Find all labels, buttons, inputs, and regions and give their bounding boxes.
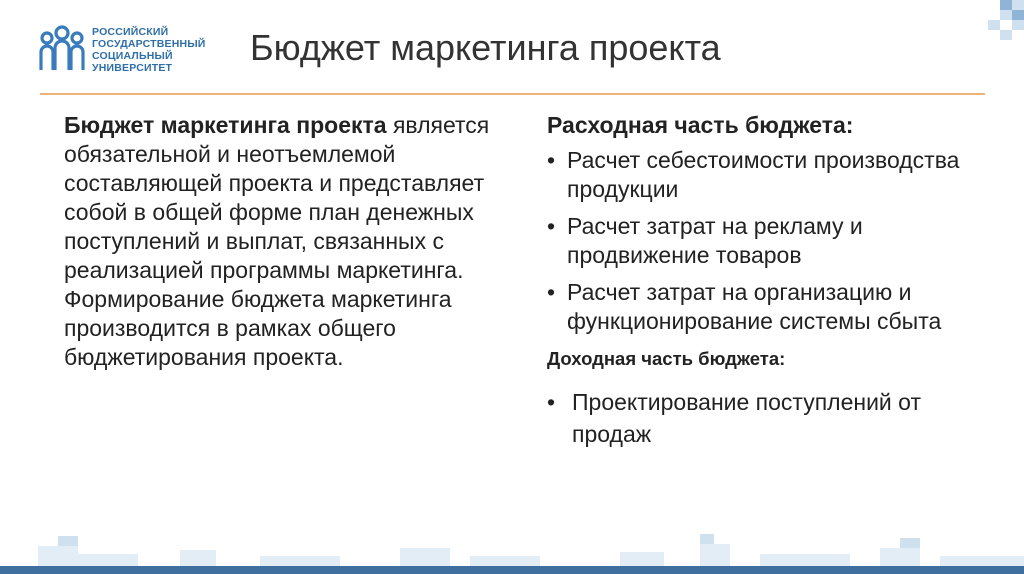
list-item-text: Расчет себестоимости производства продукции [567, 147, 960, 202]
definition-lead: Бюджет маркетинга проекта [64, 112, 387, 138]
expense-list [547, 146, 987, 336]
income-heading: Доходная часть бюджета: [547, 348, 786, 369]
bullet-icon: • [547, 389, 556, 415]
logo-line: ГОСУДАРСТВЕННЫЙ [92, 38, 206, 50]
list-item-text: Проектирование поступлений от продаж [572, 389, 921, 447]
list-item [547, 146, 987, 204]
bullet-icon: • [547, 147, 556, 173]
title-divider [40, 93, 985, 95]
income-list [547, 386, 987, 450]
definition-paragraph [64, 111, 514, 372]
university-logo [38, 24, 218, 76]
list-item-text: Расчет затрат на рекламу и продвижение товаров [567, 213, 863, 268]
logo-line: УНИВЕРСИТЕТ [92, 62, 173, 74]
list-item-text: Расчет затрат на организацию и функционирование системы сбыта [567, 279, 942, 334]
bullet-icon: • [547, 279, 556, 305]
bullet-icon: • [547, 213, 556, 239]
budget-structure [547, 111, 987, 458]
list-item [547, 212, 987, 270]
definition-body: является обязательной и неотъемлемой составляющей проекта и представляет собой в общей форме план денежных поступлений и выплат, связанных с реализацией программы маркетинга. Формирование бюджета маркетинга производится в рамках общего бюджетирования проекта. [64, 112, 490, 370]
logo-line: СОЦИАЛЬНЫЙ [92, 50, 173, 62]
people-logo-icon [38, 24, 86, 74]
footer-bar [0, 566, 1024, 574]
list-item [547, 386, 987, 450]
logo-line: РОССИЙСКИЙ [92, 26, 169, 38]
expense-heading: Расходная часть бюджета: [547, 112, 854, 138]
slide-title: Бюджет маркетинга проекта [250, 27, 721, 68]
footer-pixel-decoration [0, 526, 1024, 566]
list-item [547, 278, 987, 336]
corner-pixel-decoration [966, 0, 1024, 50]
university-name [92, 26, 206, 74]
